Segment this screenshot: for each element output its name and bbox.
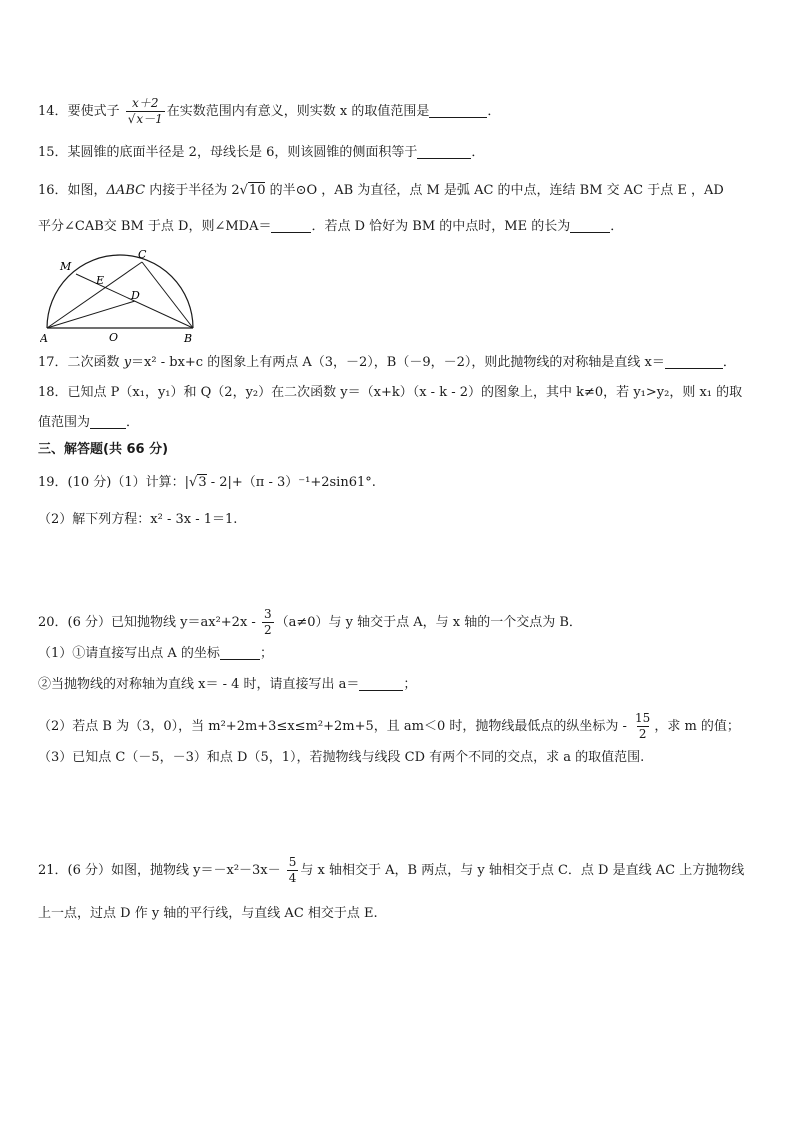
- q20-text: （a≠0）与 y 轴交于点 A，与 x 轴的一个交点为 B．: [275, 615, 582, 630]
- q16-triangle: ΔABC: [106, 183, 146, 198]
- q20-text: ②当抛物线的对称轴为直线 x＝ - 4 时，请直接写出 a＝: [38, 677, 360, 692]
- question-20-line-2: [38, 644, 764, 664]
- fraction-denominator: √x－1: [127, 112, 163, 126]
- q16-text: 平分∠CAB交 BM 于点 D，则∠MDA＝: [38, 219, 272, 234]
- question-20-line-4: [38, 711, 764, 742]
- label-c: C: [138, 248, 147, 261]
- q19-text: 19．(10 分)（1）计算：|: [38, 475, 190, 490]
- sqrt: √10: [239, 183, 266, 198]
- sqrt: √3: [189, 475, 207, 490]
- q18-text: 值范围为: [38, 415, 91, 430]
- sqrt-radicand: 3: [198, 475, 207, 490]
- q16-text: ．若点 D 恰好为 BM 的中点时，ME 的长为: [311, 219, 571, 234]
- q16-text: 的半⊙O ，AB 为直径，点 M 是弧 AC 的中点，连结 BM 交 AC 于点 E ，AD: [265, 183, 724, 198]
- q17-text: 17．二次函数: [38, 355, 124, 370]
- label-o: O: [109, 331, 119, 344]
- fraction: [262, 607, 274, 638]
- fraction-denominator: 2: [638, 727, 647, 741]
- question-19-line-1: [38, 473, 764, 493]
- label-e: E: [96, 274, 105, 287]
- question-18-line-1: [38, 383, 764, 403]
- answer-blank[interactable]: [665, 354, 723, 369]
- answer-blank[interactable]: [429, 103, 487, 118]
- q20-text: ；: [259, 646, 273, 661]
- question-18-line-2: [38, 413, 764, 433]
- fraction: [287, 855, 299, 886]
- fraction-numerator: x＋2: [132, 96, 159, 110]
- q16-end: ．: [610, 219, 624, 234]
- q14-text: 在实数范围内有意义，则实数 x 的取值范围是: [166, 104, 430, 119]
- q20-text: ；: [403, 677, 417, 692]
- fraction: [126, 96, 165, 127]
- label-d: D: [131, 289, 140, 302]
- question-21-line-2: 上一点，过点 D 作 y 轴的平行线，与直线 AC 相交于点 E.: [38, 906, 378, 921]
- q20-text: （1）①请直接写出点 A 的坐标: [38, 646, 220, 661]
- question-20-line-1: [38, 607, 764, 638]
- question-14: 14．要使式子 $\frac{x+2}{√x-1}$ 在实数范围内有意义，则实数 x 的取值范围是 ．: [38, 96, 501, 126]
- question-21-line-1: [38, 855, 764, 886]
- q17-end: ．: [722, 355, 736, 370]
- q14-end: ．: [487, 104, 501, 119]
- sqrt-radicand: x－1: [136, 112, 163, 126]
- label-m: M: [60, 260, 72, 273]
- sqrt-radicand: 10: [248, 183, 266, 198]
- q17-var: y: [123, 355, 132, 370]
- label-a: A: [40, 332, 48, 344]
- q15-text: 15．某圆锥的底面半径是 2，母线长是 6，则该圆锥的侧面积等于: [38, 145, 418, 160]
- q20-text: 20．(6 分）已知抛物线 y＝ax²+2x -: [38, 615, 256, 630]
- question-16-line-1: [38, 181, 764, 201]
- semicircle-figure: [40, 244, 200, 344]
- question-number: 14: [38, 104, 55, 119]
- q21-text: 与 x 轴相交于 A，B 两点，与 y 轴相交于点 C．点 D 是直线 AC 上方抛物线: [300, 863, 745, 878]
- answer-blank[interactable]: [271, 218, 311, 233]
- q20-text: （2）若点 B 为（3，0），当 m²+2m+3≤x≤m²+2m+5，且 am＜0 时，抛物线最低点的纵坐标为 -: [38, 719, 627, 734]
- answer-blank[interactable]: [570, 218, 610, 233]
- fraction-numerator: 3: [263, 607, 272, 621]
- fraction-numerator: 15: [635, 711, 651, 725]
- answer-blank[interactable]: [90, 414, 126, 429]
- q16-text: 16．如图，: [38, 183, 107, 198]
- q20-text: ，求 m 的值；: [654, 719, 740, 734]
- fraction-numerator: 5: [288, 855, 297, 869]
- question-16-line-2: [38, 217, 764, 237]
- question-17: [38, 353, 764, 373]
- answer-blank[interactable]: [417, 144, 471, 159]
- question-20-line-3: [38, 675, 764, 695]
- q17-text: ＝x² - bx+c 的图象上有两点 A（3，－2），B（－9，－2），则此抛物线的对称轴是直线 x＝: [131, 355, 665, 370]
- segment-ad: [47, 301, 135, 328]
- section-heading: 三、解答题(共 66 分): [38, 442, 169, 457]
- question-19-line-2: （2）解下列方程：x² - 3x - 1＝1.: [38, 512, 238, 527]
- q19-text: - 2|+（π - 3）⁻¹+2sin61°.: [206, 475, 376, 490]
- fraction-denominator: 2: [263, 623, 272, 637]
- fraction-denominator: 4: [288, 871, 297, 885]
- q21-text: 21．(6 分）如图，抛物线 y＝－x²－3x－: [38, 863, 281, 878]
- question-20-line-5: （3）已知点 C（－5，－3）和点 D（5，1），若抛物线与线段 CD 有两个不同的交点，求 a 的取值范围.: [38, 750, 645, 765]
- answer-blank[interactable]: [359, 676, 403, 691]
- q18-end: ．: [126, 415, 140, 430]
- q16-text: 内接于半径为 2: [145, 183, 240, 198]
- q18-text: 18．已知点 P（x₁，y₁）和 Q（2，y₂）在二次函数 y＝（x+k）（x - k - 2）的图象上，其中 k≠0，若 y₁>y₂，则 x₁ 的取: [38, 385, 743, 400]
- q15-end: ．: [471, 145, 485, 160]
- answer-blank[interactable]: [220, 645, 260, 660]
- q14-prefix: 要使式子: [67, 104, 120, 119]
- question-15: [38, 143, 764, 163]
- fraction: [633, 711, 652, 742]
- label-b: B: [184, 332, 193, 344]
